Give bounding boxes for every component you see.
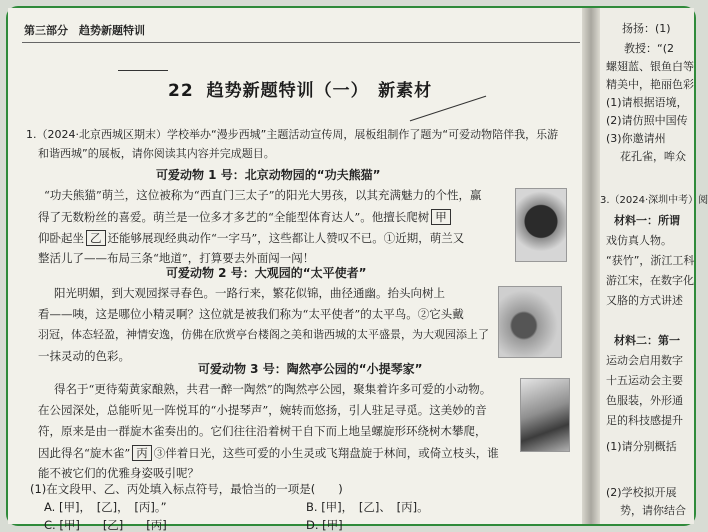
q1-intro-line2: 和谐西城”的展板，请你阅读其内容并完成题目。 — [38, 147, 275, 160]
rp-line: 精美中，艳丽色彩 — [606, 78, 694, 91]
rp-line: 足的科技感提升 — [606, 414, 683, 427]
rp-line: 运动会启用数字 — [606, 354, 683, 367]
title-text: 趋势新题特训（一） 新素材 — [206, 81, 433, 101]
rp-line: 势，请你结合 — [620, 504, 686, 517]
option-b: B. [甲]， [乙]、 [丙]。 — [306, 500, 429, 514]
photo-frame — [6, 6, 708, 532]
rp-line: 教授：“(2 — [624, 42, 674, 55]
rp-line: 十五运动会主要 — [606, 374, 683, 387]
rp-line: 色服装，外形通 — [606, 394, 683, 407]
bird-photo — [498, 286, 562, 358]
title-number: 22 — [168, 81, 194, 101]
a1-line4: 整活儿了——布局三条“地道”，打算要去外面闯一闯！ — [38, 251, 315, 265]
book-gutter — [582, 8, 600, 524]
rp-line: 又胳的方式讲述 — [606, 294, 683, 307]
a3-line3: 符，原来是由一群旋木雀奏出的。它们往往沿着树干自下而上地呈螺旋形环绕树木攀爬， — [38, 424, 487, 438]
a1-line1: “功夫熊猫”萌兰，这位被称为“西直门三太子”的阳光大男孩，以其充满魅力的个性，赢 — [44, 188, 482, 202]
a2-line4: 一抹灵动的色彩。 — [38, 349, 130, 363]
right-page — [600, 8, 708, 524]
animal1-title: 可爱动物 1 号：北京动物园的“功夫熊猫” — [156, 168, 381, 182]
a2-line3: 羽冠，体态轻盈，神情安逸，仿佛在欣赏亭台楼阁之美和谐西城的太平盛景，为大观园添上了 — [38, 328, 489, 341]
rp-line: 游江宋，在数字化 — [606, 274, 694, 287]
rp-line: 戏仿真人物。 — [606, 234, 672, 247]
rp-line: 材料二：第一 — [614, 334, 680, 347]
a3-line2: 在公园深处，总能听见一阵悦耳的“小提琴声”，婉转而悠扬，引人驻足寻觅。这美妙的音 — [38, 403, 487, 417]
blank-box-jia: 甲 — [431, 209, 451, 225]
a3-line1: 得名于“更待菊黄家酿熟，共君一醉一陶然”的陶然亭公园，聚集着许多可爱的小动物。 — [54, 382, 492, 396]
left-page — [8, 8, 582, 532]
a3-line5: 能不被它们的优雅身姿吸引呢？ — [38, 466, 199, 480]
a1-line2: 得了无数粉丝的喜爱。萌兰是一位多才多艺的“全能型体育达人”。他擅长爬树 甲 — [38, 209, 453, 225]
animal2-title: 可爱动物 2 号：大观园的“太平使者” — [166, 266, 367, 280]
rp-line: (1)请分别概括 — [606, 440, 677, 453]
rp-line: 3.（2024·深圳中考）阅 — [600, 195, 708, 206]
panda-photo — [515, 188, 567, 262]
a2-line2: 看——咦，这是哪位小精灵啊？这位就是被我们称为“太平使者”的太平鸟。②它头戴 — [38, 307, 464, 321]
rp-line: 材料一：所谓 — [614, 214, 680, 227]
rp-line: (3)你邀请州 — [606, 132, 666, 145]
blank-box-bing: 丙 — [132, 445, 152, 461]
animal3-title: 可爱动物 3 号：陶然亭公园的“小提琴家” — [198, 362, 423, 376]
option-a: A. [甲]， [乙]， [丙]。” — [44, 500, 167, 514]
title-deco-left — [118, 70, 168, 71]
option-d: D. [甲] — [306, 518, 343, 532]
rp-line: 花孔雀，哞众 — [620, 150, 686, 163]
rp-line: (2)学校拟开展 — [606, 486, 677, 499]
a1-line3: 仰卧起坐 乙 还能够展现经典动作“一字马”，这些都让人赞叹不已。①近期，萌兰又 — [38, 231, 465, 245]
treecreeper-photo — [520, 378, 570, 452]
header-rule — [22, 42, 580, 43]
blank-box-yi: 乙 — [86, 230, 106, 246]
rp-line: (1)请根据语境， — [606, 96, 688, 109]
rp-line: “获竹”，浙江工科 — [606, 254, 695, 267]
rp-line: 螺翅蓝、银鱼白等 — [606, 60, 694, 73]
a2-line1: 阳光明媚，到大观园探寻春色。一路行来，繁花似锦，曲径通幽。抬头向树上 — [54, 286, 445, 300]
sub-question-1: (1)在文段甲、乙、丙处填入标点符号，最恰当的一项是( ) — [30, 482, 343, 496]
option-c: C. [甲] [乙] [丙] — [44, 518, 167, 532]
page-title — [168, 76, 432, 101]
rp-line: 扬扬：(1) — [622, 22, 671, 35]
section-header: 第三部分 趋势新题特训 — [24, 24, 145, 37]
a3-line4: 因此得名“旋木雀” 丙 ③伴着日光，这些可爱的小生灵或飞翔盘旋于林间，或倚立枝头，谁 — [38, 446, 499, 460]
q1-intro-line1: 1.（2024·北京西城区期末）学校举办“漫步西城”主题活动宣传周，展板组制作了题为“可爱动物陪伴我，乐游 — [26, 128, 559, 141]
rp-line: (2)请仿照中国传 — [606, 114, 688, 127]
